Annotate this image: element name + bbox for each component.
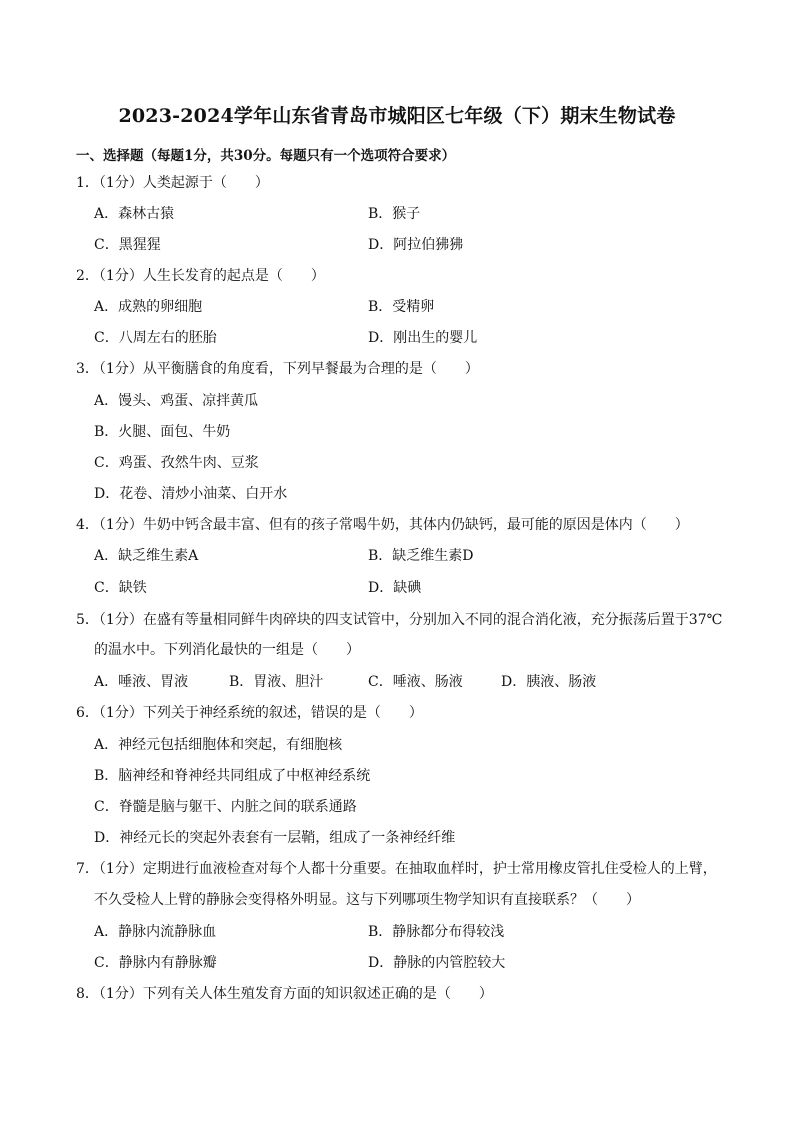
option-b: B．缺乏维生素D [368, 548, 474, 564]
option-c: C．唾液、肠液 [368, 674, 463, 690]
option-d: D．胰液、肠液 [501, 674, 597, 690]
option-a: A．唾液、胃液 [94, 674, 189, 690]
option-c: C．静脉内有静脉瓣 [94, 955, 217, 971]
option-d: D．刚出生的婴儿 [368, 330, 478, 346]
option-d: D．阿拉伯狒狒 [368, 237, 464, 253]
option-c: C．鸡蛋、孜然牛肉、豆浆 [94, 455, 259, 471]
option-b: B．火腿、面包、牛奶 [94, 424, 231, 440]
question-stem: 1．（1分）人类起源于（ ） [76, 175, 269, 191]
question-stem: 7．（1分）定期进行血液检查对每个人都十分重要。在抽取血样时，护士常用橡皮管扎住受检人的上臂， [76, 861, 717, 877]
question-stem: 6．（1分）下列关于神经系统的叙述，错误的是（ ） [76, 705, 423, 721]
question-stem-continued: 不久受检人上臂的静脉会变得格外明显。这与下列哪项生物学知识有直接联系？（ ） [94, 892, 640, 908]
option-c: C．脊髓是脑与躯干、内脏之间的联系通路 [94, 799, 357, 815]
option-d: D．静脉的内管腔较大 [368, 955, 506, 971]
option-a: A．缺乏维生素A [94, 548, 199, 564]
option-d: D．神经元长的突起外表套有一层鞘，组成了一条神经纤维 [94, 830, 456, 846]
option-b: B．胃液、胆汁 [229, 674, 324, 690]
option-d: D．缺碘 [368, 580, 422, 596]
question-stem: 3．（1分）从平衡膳食的角度看，下列早餐最为合理的是（ ） [76, 361, 479, 377]
option-a: A．神经元包括细胞体和突起，有细胞核 [94, 737, 343, 753]
exam-title: 2023-2024学年山东省青岛市城阳区七年级（下）期末生物试卷 [118, 105, 676, 127]
option-c: C．黑猩猩 [94, 237, 161, 253]
section-heading: 一、选择题（每题1分，共30分。每题只有一个选项符合要求） [76, 148, 456, 164]
option-c: C．八周左右的胚胎 [94, 330, 217, 346]
option-a: A．成熟的卵细胞 [94, 299, 203, 315]
option-a: A．馒头、鸡蛋、凉拌黄瓜 [94, 393, 259, 409]
option-b: B．脑神经和脊神经共同组成了中枢神经系统 [94, 768, 371, 784]
option-a: A．静脉内流静脉血 [94, 924, 217, 940]
option-d: D．花卷、清炒小油菜、白开水 [94, 486, 288, 502]
option-b: B．静脉都分布得较浅 [368, 924, 505, 940]
question-stem-continued: 的温水中。下列消化最快的一组是（ ） [94, 642, 360, 658]
question-stem: 8．（1分）下列有关人体生殖发育方面的知识叙述正确的是（ ） [76, 986, 493, 1002]
question-stem: 5．（1分）在盛有等量相同鲜牛肉碎块的四支试管中，分别加入不同的混合消化液，充分振荡后置于37℃ [76, 612, 723, 628]
option-b: B．受精卵 [368, 299, 435, 315]
question-stem: 2．（1分）人生长发育的起点是（ ） [76, 268, 325, 284]
question-stem: 4．（1分）牛奶中钙含最丰富、但有的孩子常喝牛奶，其体内仍缺钙，最可能的原因是体内（ ） [76, 517, 689, 533]
option-b: B．猴子 [368, 206, 421, 222]
option-a: A．森林古猿 [94, 206, 175, 222]
option-c: C．缺铁 [94, 580, 147, 596]
